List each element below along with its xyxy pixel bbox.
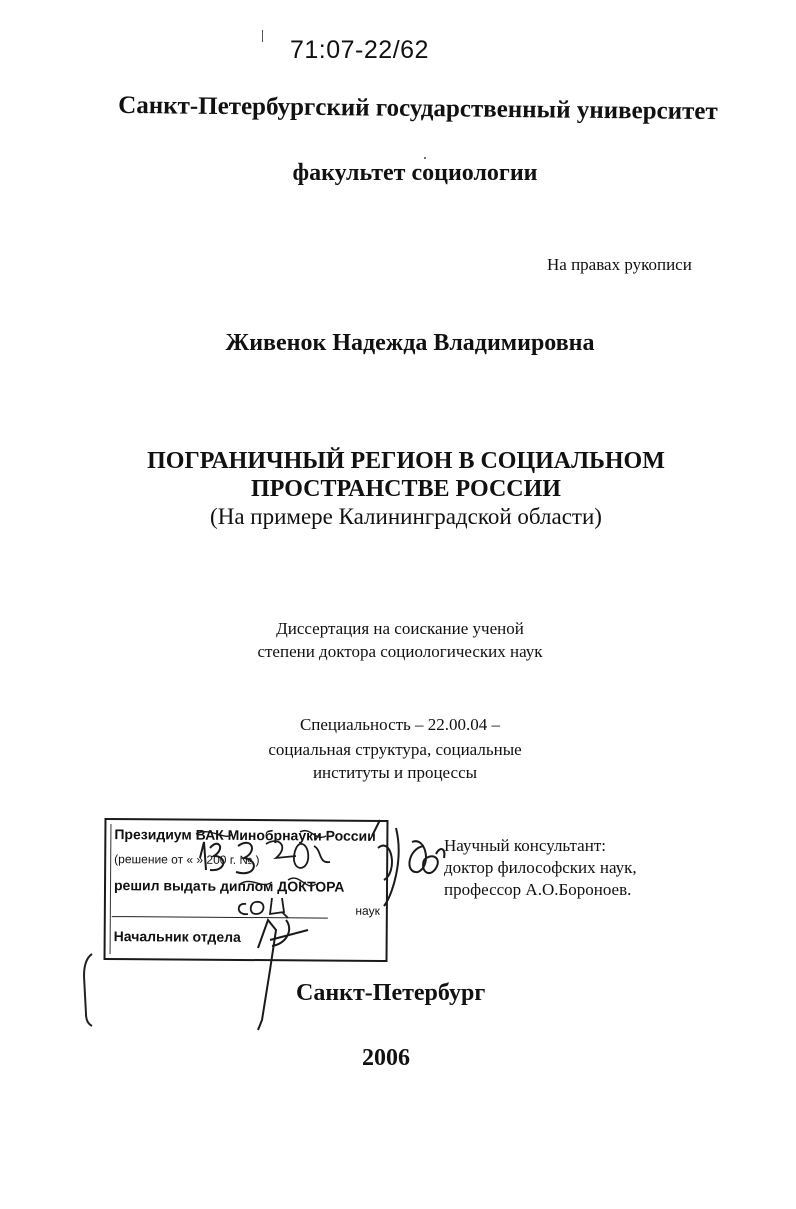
university-name: Санкт-Петербургский государственный университет (118, 91, 718, 126)
vak-stamp (104, 818, 389, 962)
stamp-line-science: наук (355, 903, 380, 918)
stamp-line-presidium: Президиум ВАК Минобрнауки России (114, 826, 376, 844)
title-line-1: ПОГРАНИЧНЫЙ РЕГИОН В СОЦИАЛЬНОМ (147, 448, 665, 474)
consultant-line-3: профессор А.О.Бороноев. (444, 880, 632, 899)
faculty-name: факультет социологии (292, 160, 538, 186)
manuscript-rights-note: На правах рукописи (547, 255, 692, 274)
specialty-line-1: Специальность – 22.00.04 – (299, 715, 501, 734)
title-subtitle: (На примере Калининградской области) (210, 504, 602, 529)
stamp-line-head: Начальник отдела (113, 928, 241, 945)
city: Санкт-Петербург (296, 980, 486, 1006)
stamp-line-diploma: решил выдать диплом ДОКТОРА (113, 877, 345, 895)
handwritten-number-2 (423, 849, 444, 873)
dissertation-line-2: степени доктора социологических наук (257, 642, 543, 661)
margin-tick-mark (262, 30, 263, 42)
title-line-2: ПРОСТРАНСТВЕ РОССИИ (251, 476, 561, 502)
stamp-line-decision: (решение от « » 200 г. № ) (114, 852, 260, 868)
margin-bracket (84, 954, 92, 1026)
consultant-line-1: Научный консультант: (444, 836, 606, 855)
registry-code: 71:07-22/62 (290, 36, 429, 64)
author-name: Живенок Надежда Владимировна (225, 330, 595, 356)
specialty-line-2: социальная структура, социальные (268, 740, 522, 759)
ink-dot (424, 157, 426, 159)
specialty-line-3: институты и процессы (312, 763, 478, 782)
dissertation-line-1: Диссертация на соискание ученой (276, 619, 524, 638)
consultant-line-2: доктор философских наук, (444, 858, 637, 877)
scientific-consultant (444, 835, 637, 901)
year: 2006 (362, 1045, 410, 1071)
